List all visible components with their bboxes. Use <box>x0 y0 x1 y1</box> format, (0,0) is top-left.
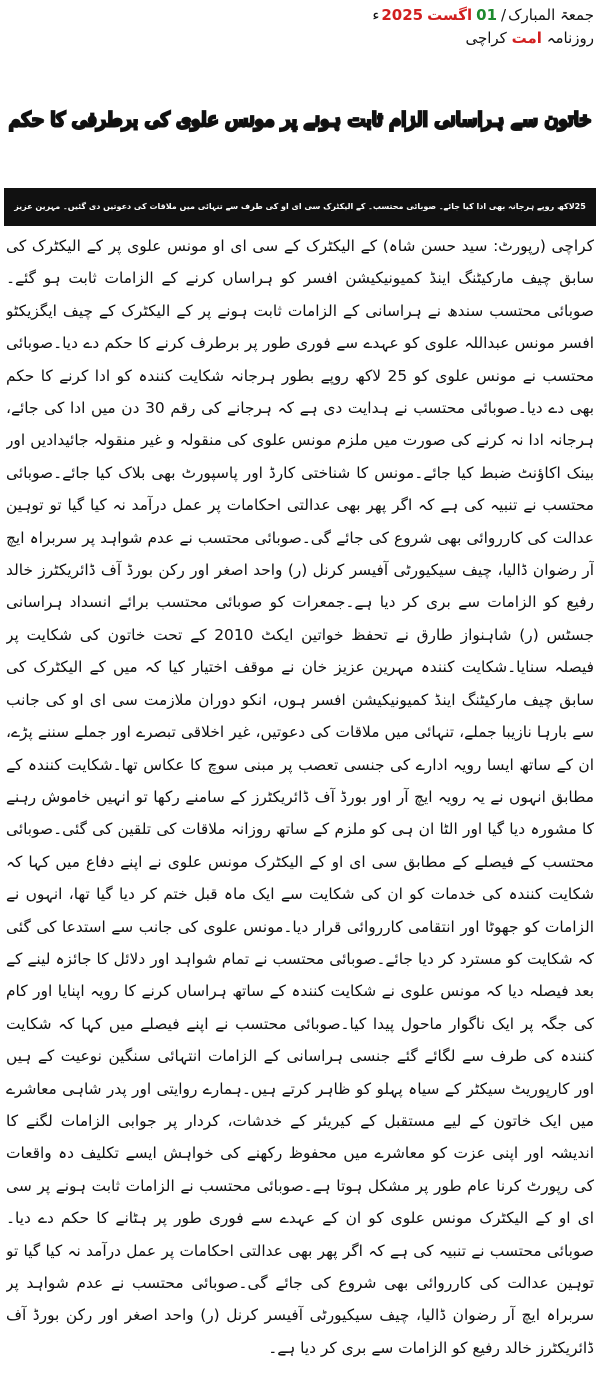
masthead-date-line <box>194 4 594 26</box>
masthead-year-suffix: ء <box>372 6 380 24</box>
subheadline-strip: 25لاکھ روپے ہرجانہ بھی ادا کیا جائے۔ صوبائی محتسب۔ کے الیکٹرک سی ای او کی طرف سے تنہائی میں ملاقات کی دعوتیں دی گئیں۔ مہرین عزیز <box>4 188 596 226</box>
masthead-city: کراچی <box>465 29 507 47</box>
masthead-separator: / <box>501 6 507 24</box>
masthead-date-number: 01 <box>476 6 498 24</box>
masthead-day: جمعۃ المبارک <box>508 6 594 24</box>
masthead-month: اگست <box>427 6 473 24</box>
headline: خاتون سے ہراسانی الزام ثابت ہونے پر مونس علوی کی برطرفی کا حکم <box>8 66 592 174</box>
masthead <box>194 4 594 60</box>
masthead-paper-line <box>194 26 594 50</box>
masthead-paper-prefix: روزنامہ <box>546 29 594 47</box>
article-body <box>6 230 594 1395</box>
masthead-year: 2025 <box>381 6 424 24</box>
article-paragraph: کراچی (رپورٹ: سید حسن شاہ) کے الیکٹرک کے سی ای او مونس علوی پر کے الیکٹرک کی سابق چیف مارکیٹنگ اینڈ کمیونیکیشن افسر کو ہراساں کرنے کے الزامات ثابت ہو گئے۔صوبائی محتسب سندھ نے ہراسانی کے الزامات ثابت ہونے پر کے الیکٹرک کے چیف ایگزیکٹو افسر مونس عبداللہ علوی کو عہدے سے فوری طور پر برطرف کرنے کا حکم دے دیا۔صوبائی محتسب نے مونس علوی کو 25 لاکھ روپے بطور ہرجانہ شکایت کنندہ کو ادا کرنے کا حکم بھی دے دیا۔صوبائی محتسب نے ہدایت دی ہے کہ ہرجانے کی رقم 30 دن میں ادا کی جائے، ہرجانہ ادا نہ کرنے کی صورت میں ملزم مونس علوی کی منقولہ و غیر منقولہ جائیدادیں اور بینک اکاؤنٹ ضبط کیا جائے۔مونس کا شناختی کارڈ اور پاسپورٹ بھی بلاک کیا جائے۔صوبائی محتسب نے تنبیہ کی ہے کہ اگر پھر بھی عدالتی احکامات پر عمل درآمد نہ کیا گیا تو توہین عدالت کی کارروائی بھی شروع کی جائے گی۔صوبائی محتسب نے عدم شواہد پر سربراہ ایچ آر رضوان ڈالیا، چیف سیکیورٹی آفیسر کرنل (ر) واحد اصغر اور رکن بورڈ آف ڈائریکٹرز خالد رفیع کو الزامات سے بری کر دیا ہے۔جمعرات کو صوبائی محتسب برائے انسداد ہراسانی جسٹس (ر) شاہنواز طارق نے تحفظ خواتین ایکٹ 2010 کے تحت خاتون کی شکایت پر فیصلہ سنایا۔شکایت کنندہ مہرین عزیز خان نے موقف اختیار کیا کہ میں کے الیکٹرک کی سابق چیف مارکیٹنگ اینڈ کمیونیکیشن افسر ہوں، انکو دوران ملازمت سی ای او کی جانب سے بارہا نازیبا جملے، تنہائی میں ملاقات کی دعوتیں، غیر اخلاقی تبصرے اور جملے سننے پڑے، ان کے ساتھ ایسا رویہ ادارے کی جنسی تعصب پر مبنی سوچ کا عکاس تھا۔شکایت کنندہ کے مطابق انہوں نے یہ رویہ ایچ آر اور بورڈ آف ڈائریکٹرز کے سامنے رکھا تو انہیں خاموش رہنے کا مشورہ دیا گیا اور الٹا ان ہی کو ملزم کے ساتھ روزانہ ملاقات کی تلقین کی گئی۔صوبائی محتسب کے فیصلے کے مطابق سی ای او کے الیکٹرک مونس علوی نے اپنے دفاع میں کہا کہ شکایت کنندہ کی خدمات کو ان کی شکایت سے ایک ماہ قبل ختم کر دیا گیا تھا، انہوں نے الزامات کو جھوٹا اور انتقامی کارروائی قرار دیا۔مونس علوی کی جانب سے استدعا کی گئی کہ شکایت کو مسترد کر دیا جائے۔صوبائی محتسب نے تمام شواہد اور دلائل کا جائزہ لینے کے بعد فیصلہ دیا کہ مونس علوی نے شکایت کنندہ کے ساتھ ہراساں کرنے کا رویہ اپنایا اور کام کی جگہ پر ایک ناگوار ماحول پیدا کیا۔صوبائی محتسب نے اپنے فیصلے میں کہا کہ شکایت کنندہ کی طرف سے لگائے گئے جنسی ہراسانی کے الزامات انتہائی سنگین نوعیت کے ہیں اور کارپوریٹ سیکٹر کے سیاہ پہلو کو ظاہر کرتے ہیں۔ہمارے روایتی اور پدر شاہی معاشرے میں ایک خاتون کے لیے مستقبل کے کیریئر کے خدشات، کردار پر جوابی الزامات لگنے کا اندیشہ اور اپنی عزت کو معاشرے میں محفوظ رکھنے کی خواہش ایسے تکلیف دہ واقعات کی رپورٹ کرنا عام طور پر مشکل ہوتا ہے۔صوبائی محتسب نے الزامات ثابت ہونے پر سی ای او کے الیکٹرک مونس علوی کو ان کے عہدے سے فوری طور پر ہٹانے کا حکم دے دیا۔صوبائی محتسب نے تنبیہ کی ہے کہ اگر پھر بھی عدالتی احکامات پر عمل درآمد نہ کیا گیا تو توہین عدالت کی کارروائی بھی شروع کی جائے گی۔صوبائی محتسب نے عدم شواہد پر سربراہ ایچ آر رضوان ڈالیا، چیف سیکیورٹی آفیسر کرنل (ر) واحد اصغر اور رکن بورڈ آف ڈائریکٹرز خالد رفیع کو الزامات سے بری کر دیا ہے۔ <box>6 237 594 1357</box>
masthead-paper-name: امت <box>511 29 542 47</box>
